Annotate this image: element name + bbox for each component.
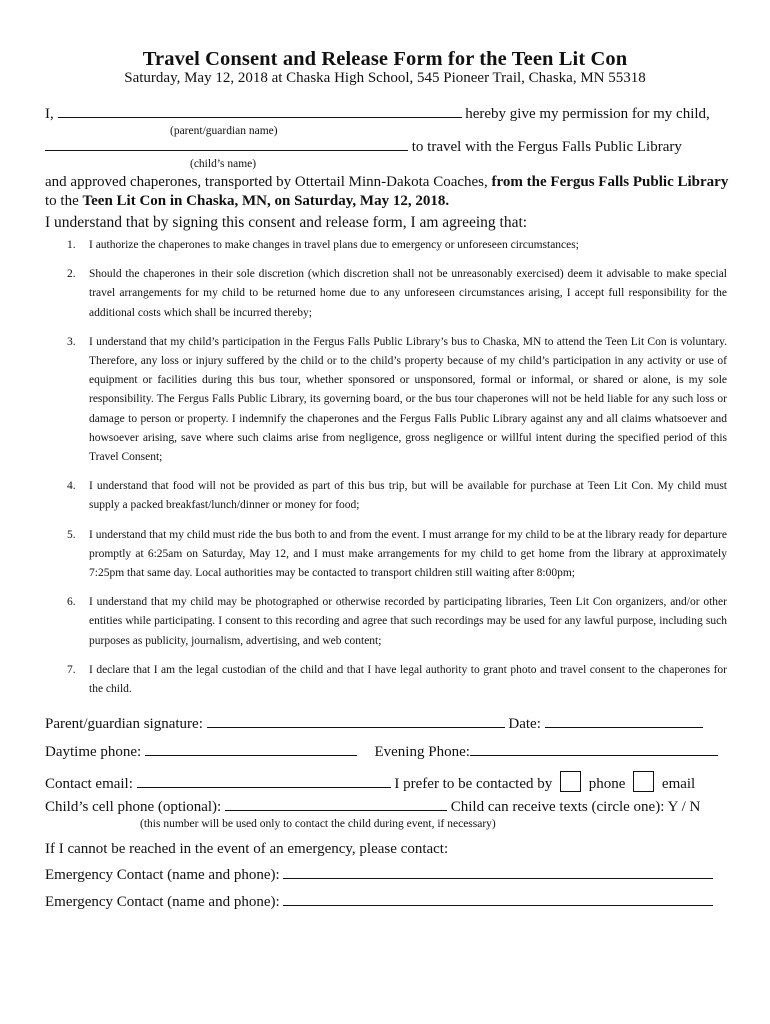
term-text: I declare that I am the legal custodian of the child and that I have legal authority to grant photo and travel consent to the chaperones for the child. — [89, 663, 727, 696]
parent-name-caption: (parent/guardian name) — [170, 125, 278, 137]
transport-bold-2: Teen Lit Con in Chaska, MN, on Saturday, May 12, 2018. — [82, 193, 450, 209]
form-subtitle: Saturday, May 12, 2018 at Chaska High School, 545 Pioneer Trail, Chaska, MN 55318 — [124, 70, 646, 86]
child-cell-label: Child’s cell phone (optional): — [45, 799, 222, 815]
child-name-caption: (child’s name) — [190, 158, 257, 170]
phone-checkbox[interactable] — [560, 771, 581, 792]
emergency-contact-row-1 — [45, 867, 713, 884]
daytime-phone-label: Daytime phone: — [45, 744, 142, 760]
term-number: 2. — [67, 268, 76, 281]
term-item — [45, 265, 727, 323]
texts-label: Child can receive texts (circle one): Y / N — [450, 799, 701, 815]
transport-text-1: and approved chaperones, transported by Ottertail Minn-Dakota Coaches, — [45, 174, 492, 190]
email-checkbox[interactable] — [633, 771, 654, 792]
term-text: I authorize the chaperones to make changes in travel plans due to emergency or unforeseen circumstances; — [89, 239, 579, 251]
emergency-contact-field-2[interactable] — [283, 904, 713, 906]
prefer-label: I prefer to be contacted by — [394, 776, 553, 792]
term-item — [45, 477, 727, 515]
contact-email-field[interactable] — [137, 786, 391, 788]
child-cell-field[interactable] — [225, 809, 447, 811]
contact-email-label: Contact email: — [45, 776, 133, 792]
evening-phone-field[interactable] — [470, 754, 718, 756]
emergency-intro: If I cannot be reached in the event of an emergency, please contact: — [45, 841, 449, 857]
signature-row — [45, 716, 703, 733]
email-row — [45, 771, 695, 793]
child-name-field[interactable] — [45, 149, 408, 151]
term-number: 1. — [67, 239, 76, 251]
understand-intro: I understand that by signing this consent and release form, I am agreeing that: — [45, 214, 528, 231]
term-number: 6. — [67, 596, 76, 609]
emergency-contact-field-1[interactable] — [283, 877, 713, 879]
child-cell-row — [45, 799, 700, 816]
emergency-contact-row-2 — [45, 894, 713, 911]
phone-row — [45, 744, 718, 761]
emergency-contact-label: Emergency Contact (name and phone): — [45, 867, 280, 883]
transport-text-2: to the — [45, 193, 83, 209]
parent-name-field[interactable] — [58, 116, 462, 118]
email-option-label: email — [661, 776, 696, 792]
term-text: I understand that my child’s participation in the Fergus Falls Public Library’s bus to Chaska, MN to attend the Teen Lit Con is voluntary. Therefore, any loss or injury suffered by the child or to the child’s property because of my child’s participation in any activity or use of equipment or facilities during this bus tour, whether sponsored or unsponsored, formal or informal, or shared or alone, is my sole responsibility. The Fergus Falls Public Library, its governing board, or the bus tour chaperones will not be held liable for any such loss or damage to person or property. I indemnify the chaperones and the Fergus Falls Public Library against any and all claims whatsoever and howsoever arising, save where such claims arise from negligence, gross negligence or willful intent during the specified period of this Travel Consent; — [89, 335, 727, 464]
transport-paragraph — [45, 173, 730, 211]
term-item — [45, 593, 727, 651]
term-text: I understand that food will not be provided as part of this bus trip, but will be available for purchase at Teen Lit Con. My child must supply a packed breakfast/lunch/dinner or money for food; — [89, 480, 727, 512]
term-text: I understand that my child may be photographed or otherwise recorded by participating libraries, Teen Lit Con organizers, and/or other entities while participating. I consent to this recording and agree that such recordings may be used for any lawful purpose, including such purposes as publicity, journalism, advertising, and web content; — [89, 596, 727, 647]
signature-field[interactable] — [207, 726, 505, 728]
date-field[interactable] — [545, 726, 703, 728]
child-cell-note: (this number will be used only to contact the child during event, if necessary) — [140, 818, 496, 830]
evening-phone-label: Evening Phone: — [374, 744, 470, 760]
term-number: 4. — [67, 480, 76, 493]
term-item — [45, 661, 727, 699]
permission-prefix: I, — [45, 106, 54, 122]
travel-text: to travel with the Fergus Falls Public Library — [411, 139, 682, 155]
phone-option-label: phone — [588, 776, 626, 792]
term-number: 3. — [67, 335, 76, 348]
term-item — [45, 333, 727, 467]
terms-list — [45, 236, 727, 699]
term-text: I understand that my child must ride the bus both to and from the event. I must arrange for my child to be at the library ready for departure promptly at 6:25am on Saturday, May 12, and I must make arrangements for my child to get home from the library at approximately 7:25pm that same day. Local authorities may be contacted to transport children still waiting after 8:00pm; — [89, 528, 727, 580]
transport-bold-1: from the Fergus Falls Public Library — [491, 174, 729, 190]
term-item — [45, 236, 727, 255]
form-title: Travel Consent and Release Form for the Teen Lit Con — [142, 48, 628, 70]
term-item — [45, 526, 727, 584]
emergency-contact-label: Emergency Contact (name and phone): — [45, 894, 280, 910]
daytime-phone-field[interactable] — [145, 754, 357, 756]
date-label: Date: — [508, 716, 541, 732]
child-travel-line — [45, 139, 682, 156]
term-text: Should the chaperones in their sole discretion (which discretion shall not be unreasonably exercised) deem it advisable to make special travel arrangements for my child to be returned home due to any unforeseen circumstances arising, I accept full responsibility for the additional costs which shall be incurred thereby; — [89, 268, 727, 319]
term-number: 5. — [67, 528, 76, 541]
permission-suffix: hereby give my permission for my child, — [465, 106, 710, 122]
signature-label: Parent/guardian signature: — [45, 716, 203, 732]
permission-line — [45, 106, 710, 123]
term-number: 7. — [67, 663, 76, 676]
